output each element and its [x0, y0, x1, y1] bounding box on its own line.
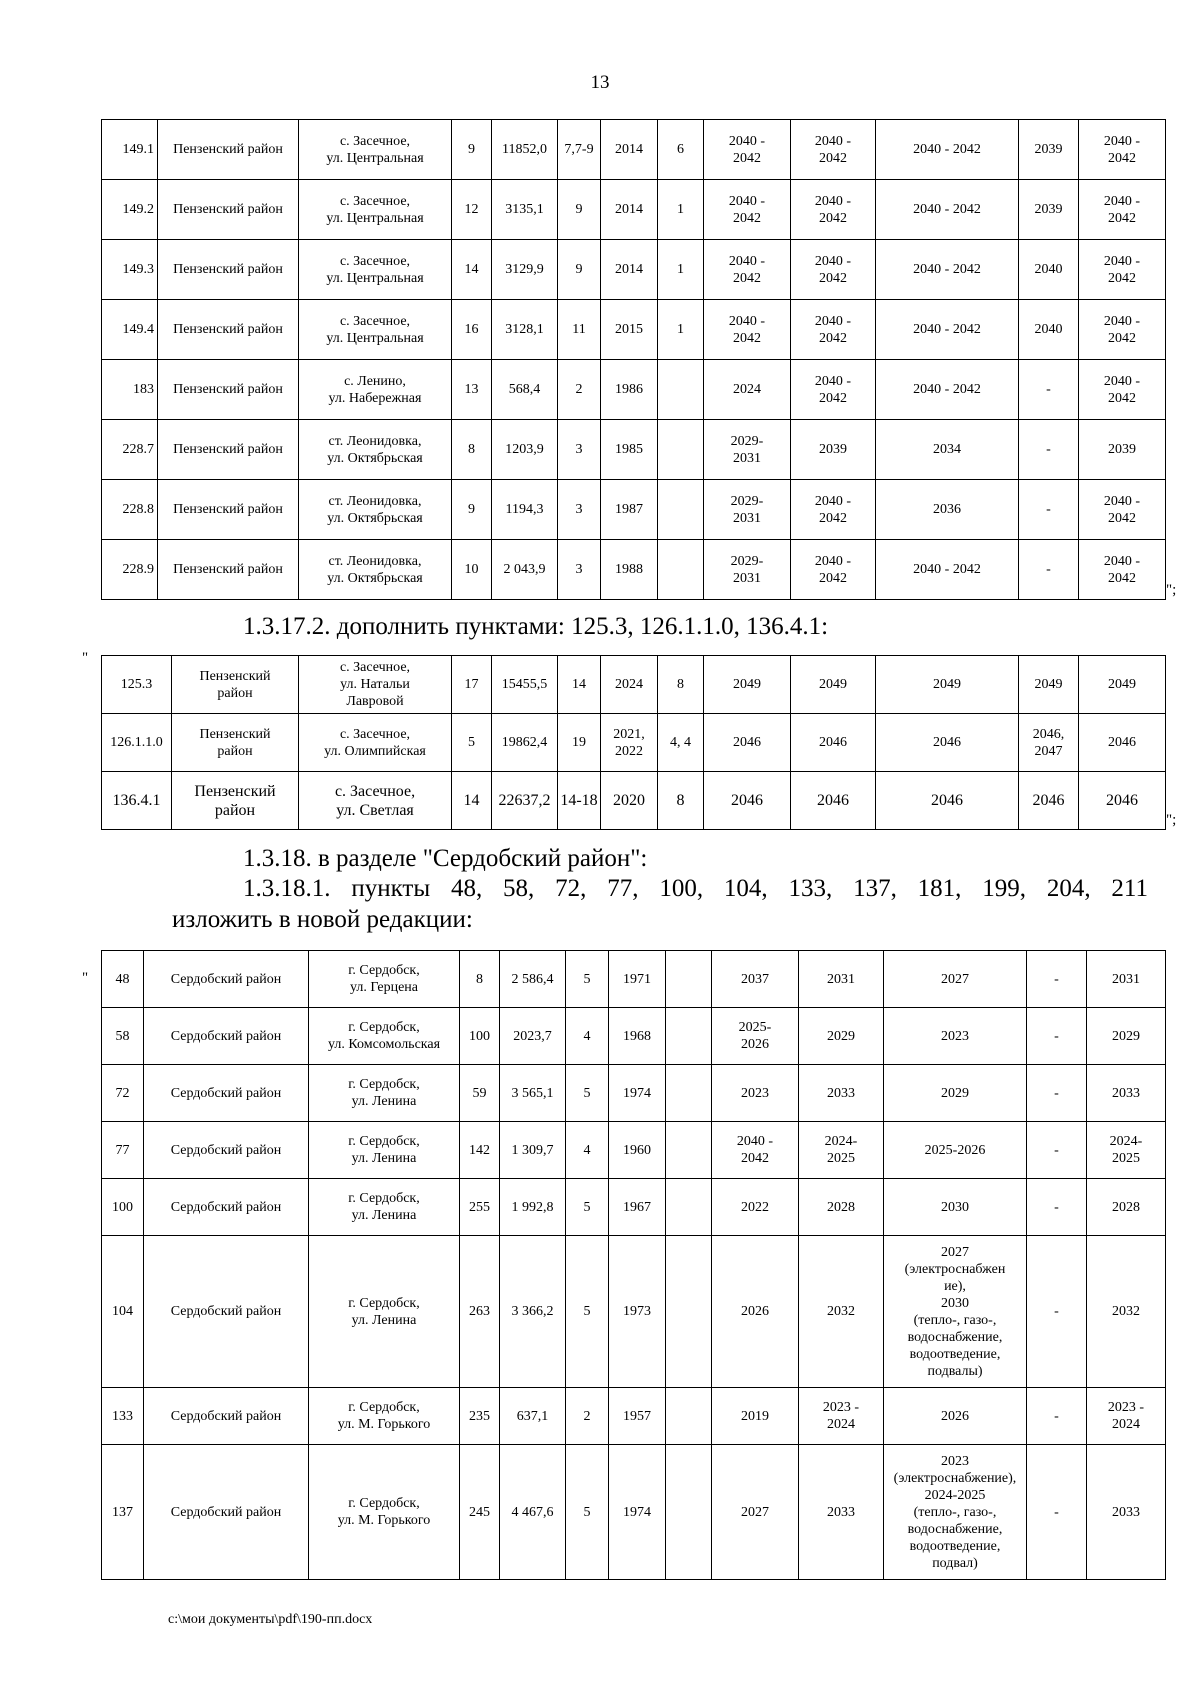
- table-cell: 1986: [601, 360, 658, 420]
- table-cell: [666, 1236, 712, 1388]
- table-cell: г. Сердобск, ул. М. Горького: [309, 1388, 460, 1445]
- table-cell: 2040 - 2042: [712, 1122, 799, 1179]
- table-row: [102, 120, 1166, 180]
- table-cell: 14: [452, 772, 492, 830]
- table-cell: 2024- 2025: [1087, 1122, 1166, 1179]
- table-cell: 10: [452, 540, 492, 600]
- table-cell: 1974: [609, 1065, 666, 1122]
- table-cell: Пензенский район: [158, 180, 299, 240]
- table-cell: 149.2: [102, 180, 158, 240]
- paragraph-1-3-18-1-line2: изложить в новой редакции:: [172, 906, 473, 933]
- table-cell: 2027: [712, 1445, 799, 1580]
- table-cell: 1194,3: [492, 480, 558, 540]
- table-cell: 2040 - 2042: [1079, 180, 1166, 240]
- table-cell: Сердобский район: [144, 1179, 309, 1236]
- table-cell: 11852,0: [492, 120, 558, 180]
- table-cell: с. Засечное, ул. Центральная: [299, 300, 452, 360]
- table-cell: ст. Леонидовка, ул. Октябрьская: [299, 420, 452, 480]
- table-cell: 19: [558, 714, 601, 772]
- table-cell: 228.7: [102, 420, 158, 480]
- table-cell: г. Сердобск, ул. Комсомольская: [309, 1008, 460, 1065]
- table-cell: 2029- 2031: [704, 420, 791, 480]
- section-heading-1-3-17-2: 1.3.17.2. дополнить пунктами: 125.3, 126.1.1.0, 136.4.1:: [243, 613, 829, 640]
- opening-quote-mark: ": [82, 970, 89, 986]
- table-cell: 3128,1: [492, 300, 558, 360]
- table-cell: 2040 - 2042: [876, 360, 1019, 420]
- table-cell: 1985: [601, 420, 658, 480]
- table-cell: -: [1027, 1122, 1087, 1179]
- table-cell: 2024- 2025: [799, 1122, 884, 1179]
- table-cell: 2046: [876, 772, 1019, 830]
- table-cell: 126.1.1.0: [102, 714, 172, 772]
- table-row: [102, 480, 1166, 540]
- table-row: [102, 360, 1166, 420]
- table-cell: 22637,2: [492, 772, 558, 830]
- table-cell: с. Ленино, ул. Набережная: [299, 360, 452, 420]
- table-serdobsk: [101, 950, 1166, 1580]
- table-cell: 7,7-9: [558, 120, 601, 180]
- table-cell: 2040 - 2042: [1079, 480, 1166, 540]
- table-row: [102, 240, 1166, 300]
- table-cell: 77: [102, 1122, 144, 1179]
- table-cell: 2031: [1087, 951, 1166, 1008]
- table-cell: 2040 - 2042: [1079, 300, 1166, 360]
- table-cell: 3: [558, 420, 601, 480]
- table-cell: -: [1027, 1008, 1087, 1065]
- table-cell: 2040 - 2042: [791, 240, 876, 300]
- table-cell: 2040 - 2042: [1079, 540, 1166, 600]
- table-cell: -: [1019, 480, 1079, 540]
- table-row: [102, 1388, 1166, 1445]
- page-number: 13: [590, 72, 610, 93]
- table-cell: г. Сердобск, ул. Ленина: [309, 1236, 460, 1388]
- table-cell: 3: [558, 540, 601, 600]
- table-cell: 2014: [601, 180, 658, 240]
- footer-file-path: c:\мои документы\pdf\190-пп.docx: [168, 1612, 373, 1627]
- table-cell: 2022: [712, 1179, 799, 1236]
- table-cell: -: [1027, 1388, 1087, 1445]
- table-cell: 2040 - 2042: [791, 540, 876, 600]
- table-cell: [658, 420, 704, 480]
- opening-quote-mark: ": [82, 650, 89, 666]
- table-cell: 5: [566, 1065, 609, 1122]
- table-cell: 2029: [1087, 1008, 1166, 1065]
- table-row: [102, 1122, 1166, 1179]
- table-cell: 2046: [1079, 772, 1166, 830]
- table-cell: 2029: [884, 1065, 1027, 1122]
- table-cell: 1: [658, 180, 704, 240]
- table-row: [102, 714, 1166, 772]
- table-cell: [666, 1388, 712, 1445]
- table-cell: 2046: [876, 714, 1019, 772]
- table-cell: 2033: [1087, 1065, 1166, 1122]
- table-cell: 245: [460, 1445, 500, 1580]
- table-cell: Пензенский район: [158, 360, 299, 420]
- table-cell: 2028: [1087, 1179, 1166, 1236]
- table-cell: 9: [452, 120, 492, 180]
- table-cell: -: [1027, 1236, 1087, 1388]
- paragraph-1-3-18-1-line1: 1.3.18.1. пункты 48, 58, 72, 77, 100, 104, 133, 137, 181, 199, 204, 211: [243, 875, 1148, 902]
- table-cell: -: [1027, 1445, 1087, 1580]
- table-cell: -: [1027, 1065, 1087, 1122]
- table-cell: 13: [452, 360, 492, 420]
- table-cell: [658, 540, 704, 600]
- table-cell: 2046: [791, 714, 876, 772]
- table-cell: [658, 480, 704, 540]
- table-cell: [666, 951, 712, 1008]
- table-cell: 12: [452, 180, 492, 240]
- table-cell: 235: [460, 1388, 500, 1445]
- table-cell: 2040 - 2042: [876, 180, 1019, 240]
- table-cell: 2040 - 2042: [876, 300, 1019, 360]
- table-penza-added-items: [101, 655, 1166, 830]
- table-cell: Сердобский район: [144, 951, 309, 1008]
- table-cell: 2049: [704, 656, 791, 714]
- table-cell: 72: [102, 1065, 144, 1122]
- table-cell: [666, 1122, 712, 1179]
- table-row: [102, 1445, 1166, 1580]
- table-cell: 2033: [1087, 1445, 1166, 1580]
- table-cell: 100: [102, 1179, 144, 1236]
- table-cell: 2023: [884, 1008, 1027, 1065]
- table-cell: 1987: [601, 480, 658, 540]
- table-cell: 2040 - 2042: [704, 300, 791, 360]
- table-cell: г. Сердобск, ул. Ленина: [309, 1179, 460, 1236]
- table-cell: 2023 (электроснабжение), 2024-2025 (тепло-, газо-, водоснабжение, водоотведение, подвал): [884, 1445, 1027, 1580]
- table-cell: 9: [558, 240, 601, 300]
- table-cell: с. Засечное, ул. Олимпийская: [299, 714, 452, 772]
- table-cell: Пензенский район: [158, 540, 299, 600]
- table-cell: 16: [452, 300, 492, 360]
- table-cell: 2040 - 2042: [704, 240, 791, 300]
- table-cell: 14-18: [558, 772, 601, 830]
- table-cell: Пензенский район: [158, 480, 299, 540]
- closing-quote-mark: ";: [1166, 812, 1177, 828]
- table-cell: 2029- 2031: [704, 540, 791, 600]
- table-cell: Пензенский район: [172, 656, 299, 714]
- table-cell: 58: [102, 1008, 144, 1065]
- table-cell: 19862,4: [492, 714, 558, 772]
- table-cell: 2040 - 2042: [791, 120, 876, 180]
- table-cell: 2025-2026: [884, 1122, 1027, 1179]
- table-cell: [666, 1065, 712, 1122]
- table-cell: Пензенский район: [158, 420, 299, 480]
- table-cell: 2040 - 2042: [704, 180, 791, 240]
- table-cell: 2040 - 2042: [791, 360, 876, 420]
- table-row: [102, 540, 1166, 600]
- table-cell: 2026: [884, 1388, 1027, 1445]
- table-cell: 2040 - 2042: [791, 180, 876, 240]
- table-cell: г. Сердобск, ул. Герцена: [309, 951, 460, 1008]
- table-cell: 2030: [884, 1179, 1027, 1236]
- table-row: [102, 420, 1166, 480]
- table-cell: г. Сердобск, ул. Ленина: [309, 1065, 460, 1122]
- table-cell: 2040 - 2042: [1079, 240, 1166, 300]
- closing-quote-mark: ";: [1166, 582, 1177, 598]
- table-cell: 4 467,6: [500, 1445, 566, 1580]
- table-cell: 2040: [1019, 240, 1079, 300]
- table-cell: 137: [102, 1445, 144, 1580]
- table-cell: 2046, 2047: [1019, 714, 1079, 772]
- table-cell: 1957: [609, 1388, 666, 1445]
- table-cell: 1203,9: [492, 420, 558, 480]
- table-cell: 142: [460, 1122, 500, 1179]
- table-cell: 1960: [609, 1122, 666, 1179]
- table-row: [102, 1008, 1166, 1065]
- table-cell: 2046: [704, 714, 791, 772]
- table-cell: 2025- 2026: [712, 1008, 799, 1065]
- table-cell: 14: [452, 240, 492, 300]
- table-cell: 8: [658, 772, 704, 830]
- table-cell: 2039: [791, 420, 876, 480]
- table-cell: 2039: [1019, 120, 1079, 180]
- table-cell: 1973: [609, 1236, 666, 1388]
- table-cell: 2033: [799, 1445, 884, 1580]
- table-cell: 136.4.1: [102, 772, 172, 830]
- table-cell: г. Сердобск, ул. М. Горького: [309, 1445, 460, 1580]
- table-cell: 2023,7: [500, 1008, 566, 1065]
- table-cell: 183: [102, 360, 158, 420]
- table-cell: Сердобский район: [144, 1008, 309, 1065]
- table-cell: Сердобский район: [144, 1122, 309, 1179]
- table-cell: 3129,9: [492, 240, 558, 300]
- table-cell: 2049: [791, 656, 876, 714]
- table-row: [102, 951, 1166, 1008]
- table-cell: 1988: [601, 540, 658, 600]
- table-cell: 1 992,8: [500, 1179, 566, 1236]
- table-cell: 2046: [1079, 714, 1166, 772]
- table-cell: 2 586,4: [500, 951, 566, 1008]
- table-cell: Пензенский район: [158, 120, 299, 180]
- table-cell: 637,1: [500, 1388, 566, 1445]
- table-cell: 2040 - 2042: [791, 480, 876, 540]
- table-cell: 1: [658, 240, 704, 300]
- table-cell: 2037: [712, 951, 799, 1008]
- table-cell: 2027 (электроснабжен ие), 2030 (тепло-, газо-, водоснабжение, водоотведение, подвалы): [884, 1236, 1027, 1388]
- table-cell: 1: [658, 300, 704, 360]
- table-cell: 263: [460, 1236, 500, 1388]
- table-cell: 1974: [609, 1445, 666, 1580]
- table-cell: 2028: [799, 1179, 884, 1236]
- table-cell: 568,4: [492, 360, 558, 420]
- table-row: [102, 1179, 1166, 1236]
- table-cell: 255: [460, 1179, 500, 1236]
- table-cell: 149.4: [102, 300, 158, 360]
- table-cell: -: [1019, 540, 1079, 600]
- table-row: [102, 180, 1166, 240]
- table-cell: [666, 1008, 712, 1065]
- table-cell: [666, 1445, 712, 1580]
- table-cell: Сердобский район: [144, 1065, 309, 1122]
- table-cell: 2040 - 2042: [791, 300, 876, 360]
- table-cell: 2023 - 2024: [799, 1388, 884, 1445]
- table-cell: 2049: [1019, 656, 1079, 714]
- table-cell: 8: [658, 656, 704, 714]
- table-cell: 9: [558, 180, 601, 240]
- table-cell: 3 366,2: [500, 1236, 566, 1388]
- table-cell: 2026: [712, 1236, 799, 1388]
- table-cell: 2046: [1019, 772, 1079, 830]
- table-penza-continued: [101, 119, 1166, 600]
- table-cell: -: [1027, 1179, 1087, 1236]
- table-cell: 48: [102, 951, 144, 1008]
- table-cell: 2046: [704, 772, 791, 830]
- table-cell: 9: [452, 480, 492, 540]
- table-cell: 2014: [601, 120, 658, 180]
- table-cell: Сердобский район: [144, 1445, 309, 1580]
- table-cell: 2021, 2022: [601, 714, 658, 772]
- table-cell: ст. Леонидовка, ул. Октябрьская: [299, 480, 452, 540]
- table-cell: 2029- 2031: [704, 480, 791, 540]
- table-cell: 149.3: [102, 240, 158, 300]
- table-cell: 2032: [1087, 1236, 1166, 1388]
- table-cell: 11: [558, 300, 601, 360]
- table-cell: 2049: [876, 656, 1019, 714]
- table-cell: с. Засечное, ул. Светлая: [299, 772, 452, 830]
- table-cell: 2029: [799, 1008, 884, 1065]
- table-cell: 2040 - 2042: [704, 120, 791, 180]
- table-cell: 100: [460, 1008, 500, 1065]
- table-cell: 3135,1: [492, 180, 558, 240]
- table-cell: 2034: [876, 420, 1019, 480]
- table-cell: Пензенский район: [172, 714, 299, 772]
- table-row: [102, 300, 1166, 360]
- table-cell: 2033: [799, 1065, 884, 1122]
- table-cell: 2014: [601, 240, 658, 300]
- table-cell: 1 309,7: [500, 1122, 566, 1179]
- table-cell: Сердобский район: [144, 1388, 309, 1445]
- table-row: [102, 1065, 1166, 1122]
- table-cell: Пензенский район: [158, 240, 299, 300]
- table-cell: 2031: [799, 951, 884, 1008]
- table-cell: 15455,5: [492, 656, 558, 714]
- table-cell: с. Засечное, ул. Натальи Лавровой: [299, 656, 452, 714]
- table-cell: 5: [566, 951, 609, 1008]
- table-cell: 2024: [704, 360, 791, 420]
- table-cell: 2036: [876, 480, 1019, 540]
- table-cell: [666, 1179, 712, 1236]
- table-cell: 1971: [609, 951, 666, 1008]
- table-cell: 5: [566, 1179, 609, 1236]
- table-cell: 1968: [609, 1008, 666, 1065]
- table-cell: Пензенский район: [172, 772, 299, 830]
- table-cell: 5: [566, 1236, 609, 1388]
- table-cell: 104: [102, 1236, 144, 1388]
- table-cell: 5: [452, 714, 492, 772]
- table-cell: 2040 - 2042: [1079, 360, 1166, 420]
- table-cell: 2039: [1079, 420, 1166, 480]
- table-cell: 4: [566, 1122, 609, 1179]
- table-cell: 14: [558, 656, 601, 714]
- table-cell: 149.1: [102, 120, 158, 180]
- table-cell: г. Сердобск, ул. Ленина: [309, 1122, 460, 1179]
- table-cell: 2020: [601, 772, 658, 830]
- table-cell: 2023: [712, 1065, 799, 1122]
- table-cell: 2040 - 2042: [1079, 120, 1166, 180]
- table-cell: ст. Леонидовка, ул. Октябрьская: [299, 540, 452, 600]
- table-cell: 2 043,9: [492, 540, 558, 600]
- table-cell: 2049: [1079, 656, 1166, 714]
- table-cell: 125.3: [102, 656, 172, 714]
- table-cell: 5: [566, 1445, 609, 1580]
- table-cell: 2024: [601, 656, 658, 714]
- table-cell: Пензенский район: [158, 300, 299, 360]
- table-cell: 3 565,1: [500, 1065, 566, 1122]
- table-cell: 2040 - 2042: [876, 240, 1019, 300]
- table-cell: 2040 - 2042: [876, 120, 1019, 180]
- table-cell: 6: [658, 120, 704, 180]
- table-cell: 4: [566, 1008, 609, 1065]
- table-cell: 17: [452, 656, 492, 714]
- table-row: [102, 656, 1166, 714]
- table-cell: 59: [460, 1065, 500, 1122]
- table-cell: 8: [460, 951, 500, 1008]
- table-cell: 2023 - 2024: [1087, 1388, 1166, 1445]
- table-cell: 2019: [712, 1388, 799, 1445]
- table-cell: [658, 360, 704, 420]
- table-cell: 8: [452, 420, 492, 480]
- section-heading-1-3-18: 1.3.18. в разделе "Сердобский район":: [243, 845, 648, 872]
- table-cell: -: [1019, 420, 1079, 480]
- table-cell: 2: [566, 1388, 609, 1445]
- table-cell: 2040 - 2042: [876, 540, 1019, 600]
- table-cell: 2015: [601, 300, 658, 360]
- table-cell: 2039: [1019, 180, 1079, 240]
- table-cell: 2: [558, 360, 601, 420]
- table-cell: 4, 4: [658, 714, 704, 772]
- table-cell: с. Засечное, ул. Центральная: [299, 180, 452, 240]
- table-cell: 2046: [791, 772, 876, 830]
- table-cell: 2027: [884, 951, 1027, 1008]
- table-cell: 228.8: [102, 480, 158, 540]
- table-row: [102, 1236, 1166, 1388]
- table-cell: 133: [102, 1388, 144, 1445]
- table-cell: 3: [558, 480, 601, 540]
- table-cell: 1967: [609, 1179, 666, 1236]
- table-cell: с. Засечное, ул. Центральная: [299, 240, 452, 300]
- table-cell: 2032: [799, 1236, 884, 1388]
- table-cell: 2040: [1019, 300, 1079, 360]
- table-cell: -: [1019, 360, 1079, 420]
- table-cell: с. Засечное, ул. Центральная: [299, 120, 452, 180]
- table-cell: Сердобский район: [144, 1236, 309, 1388]
- table-cell: -: [1027, 951, 1087, 1008]
- table-row: [102, 772, 1166, 830]
- table-cell: 228.9: [102, 540, 158, 600]
